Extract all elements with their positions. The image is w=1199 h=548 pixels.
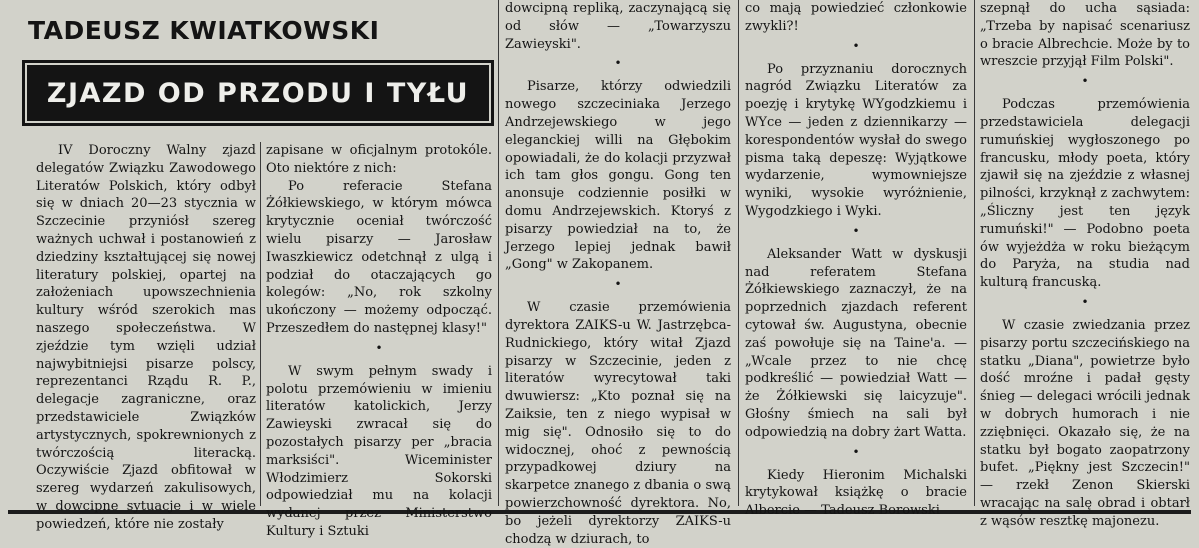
headline: ZJAZD OD PRZODU I TYŁU (46, 77, 470, 109)
headline-box (22, 60, 494, 126)
article-paragraph: Kiedy Hieronim Michalski krytykował książkę o bracie Albercie — Tadeusz Borowski (745, 467, 967, 519)
column-rule (738, 0, 739, 506)
column-rule (974, 0, 975, 506)
author-byline: TADEUSZ KWIATKOWSKI (28, 16, 380, 45)
article-paragraph: Po referacie Stefana Żółkiewskiego, w którym mówca krytycznie oceniał twórczość wielu pisarzy — Jarosław Iwaszkiewicz odetchnął z ulgą i podział do otaczających go kolegów: „No, rok szkolny ukończony — możemy odpocząć. Przeszedłem do następnej klasy!" (266, 178, 492, 336)
section-bullet: • (1081, 74, 1089, 89)
article-paragraph: szepnął do ucha sąsiada: „Trzeba by napisać scenariusz o bracie Albrechcie. Może by to wreszcie przyjął Film Polski". (980, 1, 1190, 70)
article-paragraph: W czasie zwiedzania przez pisarzy portu szczecińskiego na statku „Diana", powietrze było dość mroźne i padał gęsty śnieg — delegaci wrócili jednak w dobrych humorach i nie zziębnięci. Okazało się, że na statku był bogato zaopatrzony bufet. „Piękny jest Szczecin!" — rzekł Zenon Skierski wracając na salę obrad i obtarł z wąsów resztkę majonezu. (980, 317, 1190, 529)
article-paragraph: W swym pełnym swady i polotu przemówieniu w imieniu literatów katolickich, Jerzy Zawieyski zwracał się do pozostałych pisarzy per „bracia marksiści". Wiceminister Włodzimierz Sokorski odpowiedział mu na kolacji wydanej przez Ministerstwo Kultury i Sztuki (266, 363, 492, 539)
section-bullet: • (1081, 294, 1089, 309)
section-bullet: • (852, 444, 860, 459)
column-rule (260, 142, 261, 506)
article-paragraph: Po przyznaniu dorocznych nagród Związku Literatów za poezję i krytykę WYgodzkiemu i WYce — jeden z dziennikarzy — korespondentów wysłał do swego pisma taką depeszę: Wyjątkowe wydarzenie, wymowniejsze wyniki, wysokie wyróżnienie, Wygodzkiego i Wyki. (745, 61, 967, 219)
article-column-4 (745, 0, 967, 520)
section-bullet: • (852, 223, 860, 238)
article-paragraph: W czasie przemówienia dyrektora ZAIKS-u W. Jastrzębca-Rudnickiego, który witał Zjazd pisarzy w Szczecinie, jeden z literatów wyrecytował taki dwuwiersz: „Kto poznał się na Zaiksie, ten z niego wypisał w mig się". Odnosiło się to do widocznej, ohoć z pewnością przypadkowej dziury na skarpetce znanego z dbania o swą powierzchowność dyrektora. No, bo jeżeli dyrektorzy ZAIKS-u chodzą w dziurach, to (505, 300, 731, 547)
article-paragraph: IV Doroczny Walny zjazd delegatów Związku Zawodowego Literatów Polskich, który odbył się w dniach 20—23 stycznia w Szczecinie przyniósł szereg ważnych uchwał i postanowień z dziedziny kształtującej się nowej literatury polskiej, opartej na założeniach upowszechnienia kultury wśród szerokich mas naszego społeczeństwa. W zjeździe tym wzięli udział najwybitniejsi pisarze polscy, reprezentanci Rządu R. P., delegacje zagraniczne, oraz przedstawiciele Związków artystycznych, spokrewnionych z twórczością literacką. Oczywiście Zjazd obfitował w szereg wydarzeń zakulisowych, w dowcipne sytuacje i w wiele powiedzeń, które nie zostały (36, 143, 256, 532)
section-bullet: • (852, 38, 860, 53)
article-column-5 (980, 0, 1190, 531)
section-bullet: • (375, 340, 383, 355)
article-column-3 (505, 0, 731, 548)
article-paragraph: Podczas przemówienia przedstawiciela delegacji rumuńskiej wygłoszonego po francusku, młody poeta, który zjawił się na zjeździe z własnej pilności, krzyknął z zachwytem: „Śliczny jest ten język rumuński!" — Podobno poeta ów wyjeżdża w roku bieżącym do Paryża, na studia nad kulturą francuską. (980, 97, 1190, 291)
article-paragraph: Aleksander Watt w dyskusji nad referatem Stefana Żółkiewskiego zaznaczył, że na poprzednich zjazdach referent cytował św. Augustyna, obecnie zaś powołuje się na Taine'a. — „Wcale przez to nie chcę podkreślić — powiedział Watt — że Żółkiewski się laicyzuje". Głośny śmiech na sali był odpowiedzią na dobry żart Watta. (745, 246, 967, 440)
section-bullet: • (614, 56, 622, 71)
article-column-2 (266, 142, 492, 541)
column-rule (498, 0, 499, 506)
article-paragraph: Pisarze, którzy odwiedzili nowego szczeciniaka Jerzego Andrzejewskiego w jego eleganckiej willi na Głębokim opowiadali, że do kolacji przyzwał ich tam głos gongu. Gong ten anonsuje codziennie posiłki w domu Andrzejewskich. Ktoryś z pisarzy powiedział na to, że Jerzego lepiej jednak bawił „Gong" w Zakopanem. (505, 79, 731, 273)
article-column-1 (36, 142, 256, 534)
article-paragraph: co mają powiedzieć członkowie zwykli?! (745, 1, 967, 34)
article-paragraph: zapisane w oficjalnym protokóle. Oto niektóre z nich: (266, 143, 492, 176)
article-paragraph: dowcipną repliką, zaczynającą się od słów — „Towarzyszu Zawieyski". (505, 1, 731, 52)
section-bullet: • (614, 277, 622, 292)
newspaper-page (8, 0, 1191, 547)
